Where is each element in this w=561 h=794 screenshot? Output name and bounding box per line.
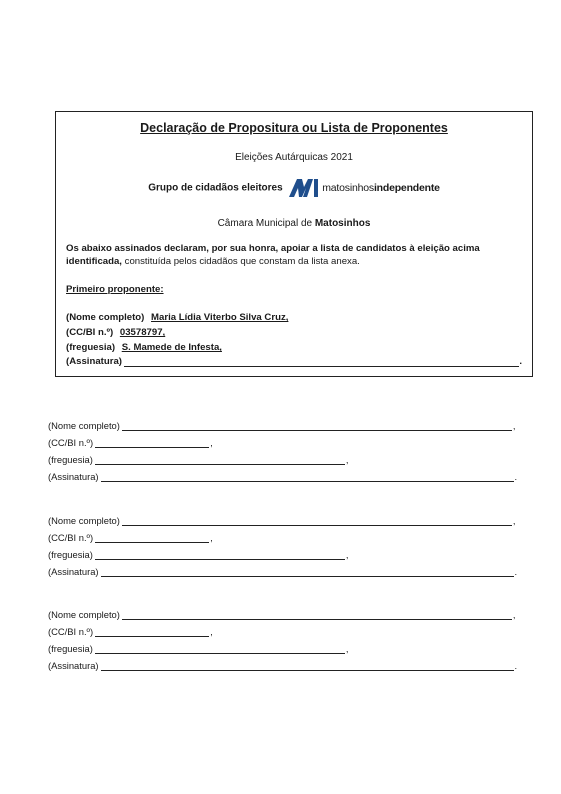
signature-line[interactable] bbox=[124, 357, 519, 367]
group-logo bbox=[289, 179, 439, 197]
group-label: Grupo de cidadãos eleitores bbox=[148, 182, 283, 194]
declaration-rest: constituída pelos cidadãos que constam da lista anexa. bbox=[121, 256, 360, 267]
parish-line[interactable] bbox=[95, 644, 345, 654]
comma: , bbox=[210, 532, 213, 543]
id-row bbox=[48, 532, 213, 543]
name-line[interactable] bbox=[122, 421, 512, 431]
parish-row bbox=[48, 454, 348, 465]
council-line bbox=[56, 218, 532, 229]
signature-line[interactable] bbox=[101, 472, 514, 482]
signature-line[interactable] bbox=[101, 661, 514, 671]
signature-row bbox=[48, 471, 517, 482]
name-row bbox=[48, 609, 516, 620]
name-value: Maria Lídia Viterbo Silva Cruz, bbox=[151, 312, 289, 323]
declaration-bold: Os abaixo assinados declaram, por sua honra, apoiar a lista de candidatos à eleição acima identificada, bbox=[66, 243, 480, 267]
declaration-text bbox=[66, 242, 522, 268]
id-line[interactable] bbox=[95, 438, 209, 448]
id-line[interactable] bbox=[95, 627, 209, 637]
first-parish-row bbox=[66, 342, 222, 353]
id-label: (CC/BI n.º) bbox=[48, 437, 94, 448]
parish-row bbox=[48, 643, 348, 654]
first-signature-row bbox=[66, 356, 522, 367]
name-label: (Nome completo) bbox=[48, 420, 120, 431]
document-title: Declaração de Propositura ou Lista de Proponentes bbox=[140, 121, 448, 135]
parish-row bbox=[48, 549, 348, 560]
election-subtitle: Eleições Autárquicas 2021 bbox=[235, 152, 353, 163]
comma: , bbox=[345, 549, 349, 560]
period: . bbox=[514, 471, 518, 482]
name-label: (Nome completo) bbox=[48, 609, 120, 620]
first-proponent-heading: Primeiro proponente: bbox=[66, 284, 164, 295]
first-id-row bbox=[66, 327, 165, 338]
id-value: 03578797, bbox=[119, 327, 166, 338]
id-row bbox=[48, 626, 213, 637]
comma: , bbox=[512, 609, 516, 620]
comma: , bbox=[210, 626, 213, 637]
parish-label: (freguesia) bbox=[48, 549, 93, 560]
name-row bbox=[48, 515, 516, 526]
name-label: (Nome completo) bbox=[66, 312, 145, 323]
brand-light-text: matosinhos bbox=[322, 182, 374, 194]
signature-line[interactable] bbox=[101, 567, 514, 577]
id-label: (CC/BI n.º) bbox=[48, 626, 94, 637]
comma: , bbox=[345, 454, 349, 465]
brand-bold-text: independente bbox=[373, 182, 440, 194]
comma: , bbox=[345, 643, 349, 654]
group-row bbox=[56, 179, 532, 197]
signature-label: (Assinatura) bbox=[48, 566, 99, 577]
period: . bbox=[514, 660, 518, 671]
mi-logo-icon bbox=[289, 179, 319, 197]
signature-row bbox=[48, 660, 517, 671]
name-row bbox=[48, 420, 516, 431]
signature-row bbox=[48, 566, 517, 577]
council-prefix: Câmara Municipal de bbox=[217, 218, 315, 229]
comma: , bbox=[512, 515, 516, 526]
parish-line[interactable] bbox=[95, 455, 345, 465]
id-label: (CC/BI n.º) bbox=[48, 532, 94, 543]
id-line[interactable] bbox=[95, 533, 209, 543]
parish-line[interactable] bbox=[95, 550, 345, 560]
parish-label: (freguesia) bbox=[48, 643, 93, 654]
parish-label: (freguesia) bbox=[66, 342, 116, 353]
parish-value: S. Mamede de Infesta, bbox=[121, 342, 222, 353]
signature-end: . bbox=[519, 356, 522, 367]
name-line[interactable] bbox=[122, 516, 512, 526]
signature-label: (Assinatura) bbox=[66, 356, 122, 367]
id-row bbox=[48, 437, 213, 448]
comma: , bbox=[512, 420, 516, 431]
declaration-box bbox=[55, 111, 533, 377]
name-line[interactable] bbox=[122, 610, 512, 620]
first-name-row bbox=[66, 312, 288, 323]
signature-label: (Assinatura) bbox=[48, 660, 99, 671]
name-label: (Nome completo) bbox=[48, 515, 120, 526]
signature-label: (Assinatura) bbox=[48, 471, 99, 482]
period: . bbox=[514, 566, 518, 577]
comma: , bbox=[210, 437, 213, 448]
council-name: Matosinhos bbox=[314, 218, 371, 229]
id-label: (CC/BI n.º) bbox=[66, 327, 114, 338]
parish-label: (freguesia) bbox=[48, 454, 93, 465]
